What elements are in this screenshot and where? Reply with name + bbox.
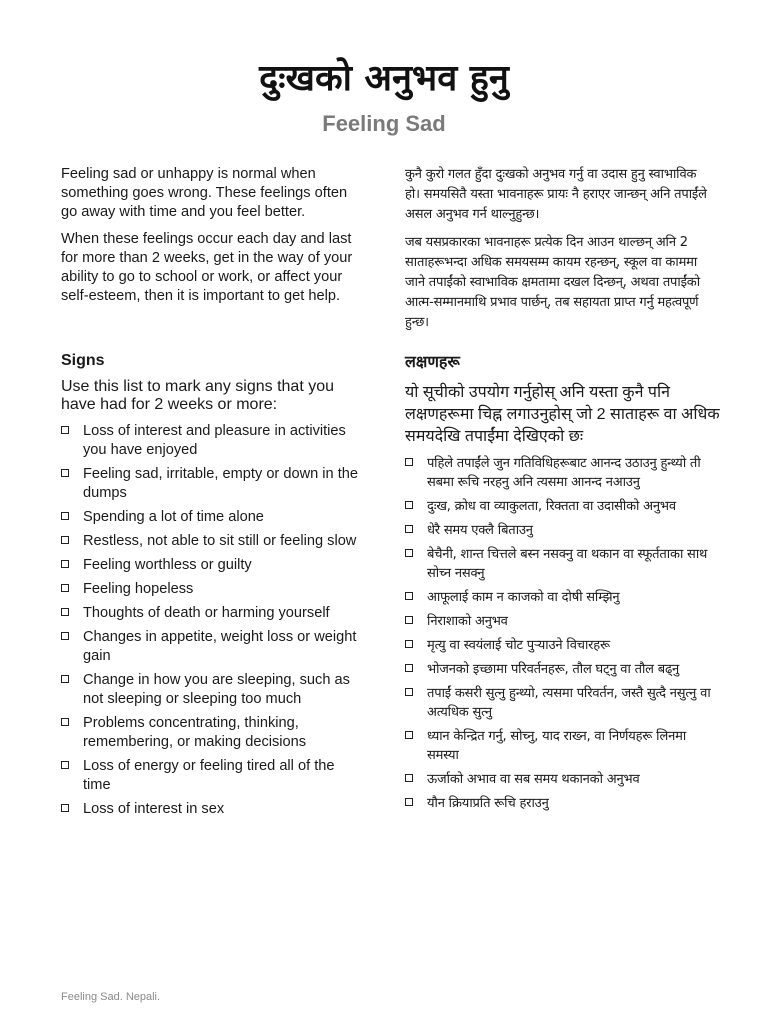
list-item (405, 660, 720, 679)
list-item (61, 508, 366, 527)
signs-heading-nepali: लक्षणहरू (405, 354, 460, 371)
checkbox-icon[interactable] (61, 718, 69, 726)
checkbox-icon[interactable] (405, 664, 413, 672)
list-item (405, 497, 720, 516)
list-item (61, 671, 366, 709)
intro-english (61, 165, 366, 314)
list-item (405, 770, 720, 789)
checkbox-icon[interactable] (405, 688, 413, 696)
checkbox-icon[interactable] (405, 798, 413, 806)
sign-label-nepali: पहिले तपाईंले जुन गतिविधिहरूबाट आनन्द उठाउनु हुन्थ्यो ती सबमा रूचि नरहनु अनि त्यसमा आनन्द नआउनु (427, 456, 701, 490)
intro-paragraph-nepali: जब यसप्रकारका भावनाहरू प्रत्येक दिन आउन थाल्छन् अनि 2 साताहरूभन्दा अधिक समयसम्म कायम रहन्छन्, स्कूल वा काममा जाने तपाईंको स्वाभाविक क्षमतामा दखल दिन्छन्, अथवा तपाईंको आत्म-सम्मानमाथि प्रभाव पार्छन्, तब सहायता प्राप्त गर्नु महत्वपूर्ण हुन्छ। (405, 235, 700, 330)
intro-nepali (405, 165, 715, 341)
checkbox-icon[interactable] (61, 469, 69, 477)
checkbox-icon[interactable] (61, 560, 69, 568)
page-title-english: Feeling Sad (322, 111, 446, 136)
sign-label: Feeling sad, irritable, empty or down in the dumps (83, 466, 358, 501)
checkbox-icon[interactable] (61, 632, 69, 640)
signs-instruction: Use this list to mark any signs that you have had for 2 weeks or more: (61, 378, 334, 413)
sign-label: Spending a lot of time alone (83, 509, 264, 525)
sign-label: Changes in appetite, weight loss or weight gain (83, 629, 357, 664)
intro-paragraph: Feeling sad or unhappy is normal when something goes wrong. These feelings often go away with time and you feel better. (61, 166, 348, 220)
list-item (61, 422, 366, 460)
sign-label: Restless, not able to sit still or feeling slow (83, 533, 357, 549)
footer-text: Feeling Sad. Nepali. (61, 991, 161, 1003)
list-item (405, 727, 720, 765)
list-item (61, 556, 366, 575)
checkbox-icon[interactable] (405, 458, 413, 466)
list-item (61, 532, 366, 551)
checkbox-icon[interactable] (405, 731, 413, 739)
checkbox-icon[interactable] (61, 675, 69, 683)
list-item (61, 714, 366, 752)
sign-label-nepali: ऊर्जाको अभाव वा सब समय थकानको अनुभव (427, 772, 640, 787)
list-item (61, 800, 366, 819)
signs-section-english (61, 352, 366, 824)
sign-label: Feeling worthless or guilty (83, 557, 252, 573)
checkbox-icon[interactable] (405, 774, 413, 782)
checkbox-icon[interactable] (405, 549, 413, 557)
list-item (405, 794, 720, 813)
sign-label: Change in how you are sleeping, such as not sleeping or sleeping too much (83, 672, 350, 707)
signs-checklist (61, 422, 366, 819)
sign-label: Loss of energy or feeling tired all of the time (83, 758, 335, 793)
checkbox-icon[interactable] (61, 536, 69, 544)
checkbox-icon[interactable] (405, 640, 413, 648)
list-item (405, 454, 720, 492)
sign-label-nepali: आफूलाई काम न काजको वा दोषी सम्झिनु (427, 590, 620, 605)
list-item (61, 465, 366, 503)
sign-label-nepali: धेरै समय एक्लै बिताउनु (427, 523, 533, 538)
list-item (405, 588, 720, 607)
page-title-nepali: दुःखको अनुभव हुनु (259, 58, 509, 99)
checkbox-icon[interactable] (61, 804, 69, 812)
list-item (405, 521, 720, 540)
sign-label-nepali: बेचैनी, शान्त चित्तले बस्न नसक्नु वा थकान वा स्फूर्तताका साथ सोच्न नसक्नु (427, 547, 708, 581)
checkbox-icon[interactable] (405, 501, 413, 509)
checkbox-icon[interactable] (405, 525, 413, 533)
checkbox-icon[interactable] (61, 584, 69, 592)
list-item (405, 545, 720, 583)
sign-label: Loss of interest in sex (83, 801, 225, 817)
sign-label-nepali: यौन क्रियाप्रति रूचि हराउनु (427, 796, 549, 811)
list-item (405, 612, 720, 631)
intro-paragraph: When these feelings occur each day and last for more than 2 weeks, get in the way of your ability to go to school or work, or affect your self-esteem, then it is important to get help. (61, 231, 353, 304)
checkbox-icon[interactable] (405, 616, 413, 624)
list-item (405, 636, 720, 655)
signs-instruction-nepali: यो सूचीको उपयोग गर्नुहोस् अनि यस्ता कुनै पनि लक्षणहरूमा चिह्न लगाउनुहोस् जो 2 साताहरू वा अधिक समयदेखि तपाईंमा देखिएको छः (405, 384, 720, 445)
sign-label: Thoughts of death or harming yourself (83, 605, 330, 621)
list-item (405, 684, 720, 722)
sign-label: Feeling hopeless (83, 581, 194, 597)
signs-checklist-nepali (405, 454, 720, 813)
checkbox-icon[interactable] (405, 592, 413, 600)
sign-label-nepali: ध्यान केन्द्रित गर्नु, सोच्नु, याद राख्न, वा निर्णयहरू लिनमा समस्या (427, 729, 687, 763)
checkbox-icon[interactable] (61, 608, 69, 616)
sign-label: Loss of interest and pleasure in activities you have enjoyed (83, 423, 346, 458)
checkbox-icon[interactable] (61, 761, 69, 769)
intro-paragraph-nepali: कुनै कुरो गलत हुँदा दुःखको अनुभव गर्नु वा उदास हुनु स्वाभाविक हो। समयसितै यस्ता भावनाहरू प्रायः नै हराएर जान्छन् अनि तपाईंले असल अनुभव गर्न थाल्नुहुन्छ। (405, 167, 707, 222)
sign-label-nepali: दुःख, क्रोध वा व्याकुलता, रिक्तता वा उदासीको अनुभव (427, 499, 676, 514)
sign-label-nepali: भोजनको इच्छामा परिवर्तनहरू, तौल घट्नु वा तौल बढ्नु (427, 662, 680, 677)
list-item (61, 628, 366, 666)
list-item (61, 580, 366, 599)
checkbox-icon[interactable] (61, 426, 69, 434)
sign-label-nepali: तपाईं कसरी सुत्नु हुन्थ्यो, त्यसमा परिवर्तन, जस्तै सुत्दै नसुत्नु वा अत्यधिक सुत्नु (427, 686, 711, 720)
sign-label-nepali: निराशाको अनुभव (427, 614, 508, 629)
checkbox-icon[interactable] (61, 512, 69, 520)
list-item (61, 604, 366, 623)
sign-label: Problems concentrating, thinking, remembering, or making decisions (83, 715, 307, 750)
sign-label-nepali: मृत्यु वा स्वयंलाई चोट पुऱ्याउने विचारहरू (427, 638, 610, 653)
signs-heading: Signs (61, 352, 105, 369)
list-item (61, 757, 366, 795)
signs-section-nepali (405, 350, 720, 818)
